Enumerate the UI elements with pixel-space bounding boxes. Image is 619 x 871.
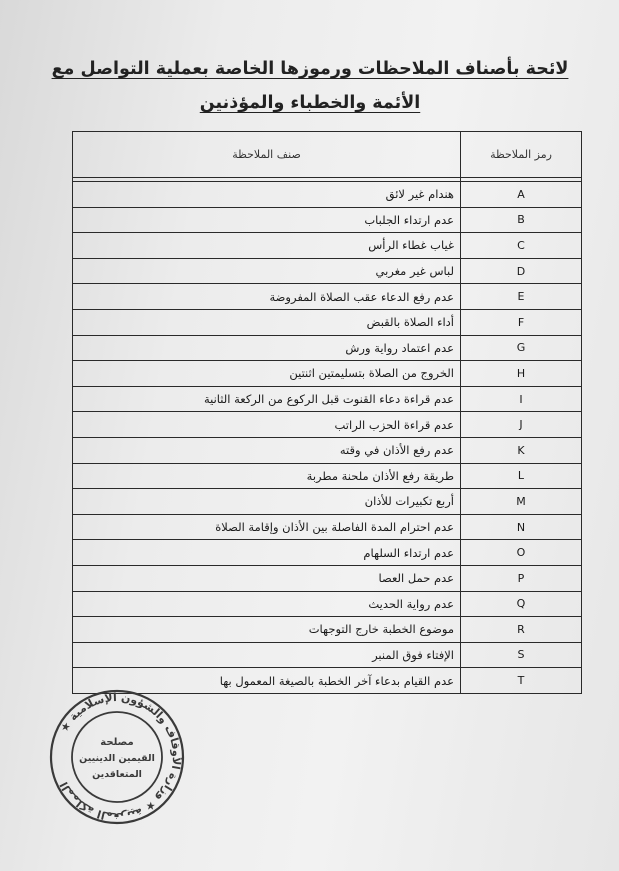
table-row bbox=[73, 309, 582, 335]
note-desc-cell: موضوع الخطبة خارج التوجهات bbox=[73, 617, 461, 643]
notes-table bbox=[72, 131, 582, 694]
table-row bbox=[73, 386, 582, 412]
note-desc-cell: طريقة رفع الأذان ملحنة مطربة bbox=[73, 463, 461, 489]
note-code-cell: A bbox=[461, 182, 582, 208]
note-desc-cell: غياب غطاء الرأس bbox=[73, 233, 461, 259]
note-code-cell: P bbox=[461, 565, 582, 591]
table-row bbox=[73, 540, 582, 566]
note-desc-cell: أداء الصلاة بالقبض bbox=[73, 309, 461, 335]
note-desc-cell: عدم ارتداء الجلباب bbox=[73, 207, 461, 233]
note-desc-cell: عدم حمل العصا bbox=[73, 565, 461, 591]
stamp-inner-line-3: المتعاقدين bbox=[92, 769, 142, 780]
note-desc-cell: عدم قراءة دعاء القنوت قبل الركوع من الركعة الثانية bbox=[73, 386, 461, 412]
table-row bbox=[73, 361, 582, 387]
note-code-cell: I bbox=[461, 386, 582, 412]
table-row bbox=[73, 233, 582, 259]
note-desc-cell: أربع تكبيرات للأذان bbox=[73, 489, 461, 515]
note-code-cell: M bbox=[461, 489, 582, 515]
note-code-cell: T bbox=[461, 668, 582, 694]
table-row bbox=[73, 437, 582, 463]
title-line-1: لائحة بأصناف الملاحظات ورموزها الخاصة بعملية التواصل مع bbox=[51, 59, 569, 79]
table-row bbox=[73, 335, 582, 361]
note-desc-cell: عدم رفع الدعاء عقب الصلاة المفروضة bbox=[73, 284, 461, 310]
note-code-cell: G bbox=[461, 335, 582, 361]
note-code-cell: S bbox=[461, 642, 582, 668]
document-title bbox=[40, 52, 580, 120]
header-desc: صنف الملاحظة bbox=[73, 132, 461, 178]
note-code-cell: R bbox=[461, 617, 582, 643]
table-row bbox=[73, 591, 582, 617]
stamp-inner-line-1: مصلحة bbox=[100, 737, 134, 748]
note-desc-cell: عدم القيام بدعاء آخر الخطبة بالصيغة المعمول بها bbox=[73, 668, 461, 694]
note-code-cell: L bbox=[461, 463, 582, 489]
official-stamp bbox=[48, 688, 186, 826]
title-line-2: الأئمة والخطباء والمؤذنين bbox=[199, 93, 421, 113]
table-row bbox=[73, 514, 582, 540]
note-code-cell: F bbox=[461, 309, 582, 335]
note-desc-cell: عدم رفع الأذان في وقته bbox=[73, 437, 461, 463]
stamp-outer-text: المملكة المغربية ★ وزارة الأوقاف والشؤون الإسلامية ★ bbox=[57, 690, 184, 824]
note-desc-cell: الخروج من الصلاة بتسليمتين اثنتين bbox=[73, 361, 461, 387]
note-desc-cell: عدم ارتداء السلهام bbox=[73, 540, 461, 566]
table-row bbox=[73, 258, 582, 284]
note-code-cell: D bbox=[461, 258, 582, 284]
table-row bbox=[73, 463, 582, 489]
note-code-cell: N bbox=[461, 514, 582, 540]
note-code-cell: B bbox=[461, 207, 582, 233]
note-desc-cell: عدم قراءة الحزب الراتب bbox=[73, 412, 461, 438]
table-row bbox=[73, 182, 582, 208]
note-code-cell: K bbox=[461, 437, 582, 463]
note-desc-cell: عدم احترام المدة الفاصلة بين الأذان وإقامة الصلاة bbox=[73, 514, 461, 540]
note-desc-cell: لباس غير مغربي bbox=[73, 258, 461, 284]
table-row bbox=[73, 489, 582, 515]
note-code-cell: H bbox=[461, 361, 582, 387]
note-code-cell: O bbox=[461, 540, 582, 566]
table-row bbox=[73, 207, 582, 233]
table-row bbox=[73, 412, 582, 438]
note-desc-cell: عدم اعتماد رواية ورش bbox=[73, 335, 461, 361]
note-desc-cell: الإفتاء فوق المنبر bbox=[73, 642, 461, 668]
note-desc-cell: هندام غير لائق bbox=[73, 182, 461, 208]
stamp-inner-line-2: القيمين الدينيين bbox=[79, 753, 155, 764]
table-row bbox=[73, 284, 582, 310]
table-header-row bbox=[73, 132, 582, 178]
table-row bbox=[73, 617, 582, 643]
note-code-cell: C bbox=[461, 233, 582, 259]
table-row bbox=[73, 642, 582, 668]
table-row bbox=[73, 565, 582, 591]
note-desc-cell: عدم رواية الحديث bbox=[73, 591, 461, 617]
header-code: رمز الملاحظة bbox=[461, 132, 582, 178]
note-code-cell: Q bbox=[461, 591, 582, 617]
note-code-cell: J bbox=[461, 412, 582, 438]
note-code-cell: E bbox=[461, 284, 582, 310]
